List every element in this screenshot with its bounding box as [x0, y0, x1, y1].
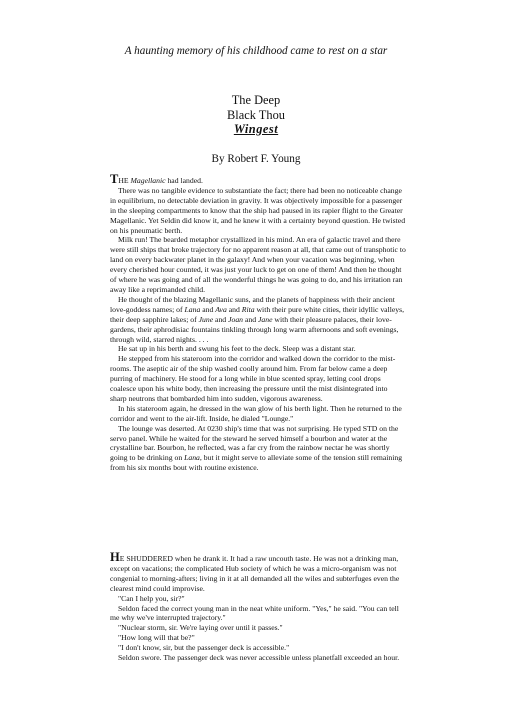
planet-name: Lana [184, 304, 201, 314]
planet-name: June [198, 314, 214, 324]
drop-cap: H [110, 550, 120, 564]
paragraph-text: and [200, 304, 216, 314]
paragraph: "Can I help you, sir?" [118, 593, 185, 603]
paragraph [110, 424, 406, 474]
planet-name: Rita [241, 304, 255, 314]
paragraph: Seldon faced the correct young man in the neat white uniform. "Yes," he said. "You can tell me why we've interrupted trajectory." [110, 603, 399, 623]
paragraph: There was no tangible evidence to substantiate the fact; there had been no noticeable change in equilibrium, no detectable deviation in gravity. It was objectively impossible for a passenger in the sleeping compartments to know that the ship had paused in its rapier flight to the Greater Magellanic. Yet Seldin did know it, and he knew it with a certainty beyond question. He twisted on his pneumatic berth. [110, 185, 406, 235]
planet-name: Ava [215, 304, 227, 314]
paragraph: "How long will that be?" [118, 633, 195, 643]
paragraph: "Nuclear storm, sir. We're laying over until it passes." [118, 623, 283, 633]
planet-name: Lana [184, 453, 200, 463]
paragraph: He sat up in his berth and swung his feet to the deck. Sleep was a distant star. [118, 344, 356, 354]
paragraph [110, 295, 406, 345]
byline: By Robert F. Young [211, 153, 301, 165]
planet-name: Joan [228, 314, 244, 324]
paragraph-text: had landed. [165, 176, 203, 185]
paragraph-text: with their pure white cities, their idyllic valleys, their deep sapphire lakes; of [110, 304, 405, 324]
paragraph-text: and [226, 304, 242, 314]
title-line-2: Black Thou [227, 107, 285, 122]
section-2 [110, 550, 406, 663]
paragraph: He stepped from his stateroom into the corridor and walked down the corridor to the mist-rooms. The aseptic air of the ship washed coolly around him. From far below came a deep purring of machinery. He stood for a long while in blue scented spray, letting cool drops coalesce upon his white body, then increasing the pressure until the mist disintegrated into sharp neutrons that bombarded him into sudden, vigorous awareness. [110, 354, 396, 403]
paragraph [110, 172, 406, 186]
title-line-1: The Deep [231, 93, 281, 107]
paragraph [110, 550, 406, 594]
paragraph-text: and [243, 314, 258, 324]
story-title [0, 93, 512, 137]
small-caps-text: E SHUDDERED [119, 554, 173, 563]
paragraph-text: when he drank it. It had a raw uncouth taste. He was not a drinking man, except on vacations; the complicated Hub society of which he was a micro-organism was not congenial to morning-afters; living in it at all demanded all the wiles and subterfuges even the clearest mind could improvise. [110, 554, 400, 593]
ship-name: Magellanic [130, 176, 166, 185]
paragraph: Seldon swore. The passenger deck was never accessible unless planetfall exceeded an hour. [118, 653, 400, 663]
small-caps-text: HE [118, 176, 131, 185]
drop-cap: T [110, 172, 119, 186]
paragraph-text: and [213, 314, 229, 324]
paragraph-text: with their pleasure palaces, their love-gardens, their aphrodisiac fountains tinkling through long warm afternoons and soft evenings, through wild, starred nights. . . . [110, 314, 399, 344]
paragraph-text: The lounge was deserted. At 0230 ship's time that was not surprising. He typed STD on the servo panel. While he waited for the steward he served himself a bourbon and water at the crystalline bar. Bourbon, he reflected, was a far cry from the rainbow nectar he was shortly going to be drinking on [110, 423, 399, 463]
section-1 [110, 172, 406, 473]
paragraph: In his stateroom again, he dressed in the wan glow of his berth light. Then he returned to the corridor and went to the air-lift. Inside, he dialed "Lounge." [110, 403, 402, 423]
paragraph: Milk run! The bearded metaphor crystallized in his mind. An era of galactic travel and there were still ships that broke trajectory for no apparent reason at all, that came out of transphotic to land on every backwater planet in the galaxy! And when your vacation was beginning, when every cherished hour counted, it was just your luck to get on one of them! And then he thought of where he was going and of all the wonderful things he was going to do, and his irritation ran away like a reprimanded child. [110, 235, 406, 294]
paragraph-text: , but it might serve to alleviate some of the tension still remaining from his six months bout with routine existence. [110, 453, 403, 473]
planet-name: Jane [257, 314, 273, 324]
paragraph-text: He thought of the blazing Magellanic suns, and the planets of happiness with their ancient love-goddess names; of [110, 294, 395, 314]
series-label: Wingest [233, 122, 279, 136]
paragraph: "I don't know, sir, but the passenger deck is accessible." [118, 643, 290, 653]
epigraph: A haunting memory of his childhood came to rest on a star [124, 45, 388, 57]
